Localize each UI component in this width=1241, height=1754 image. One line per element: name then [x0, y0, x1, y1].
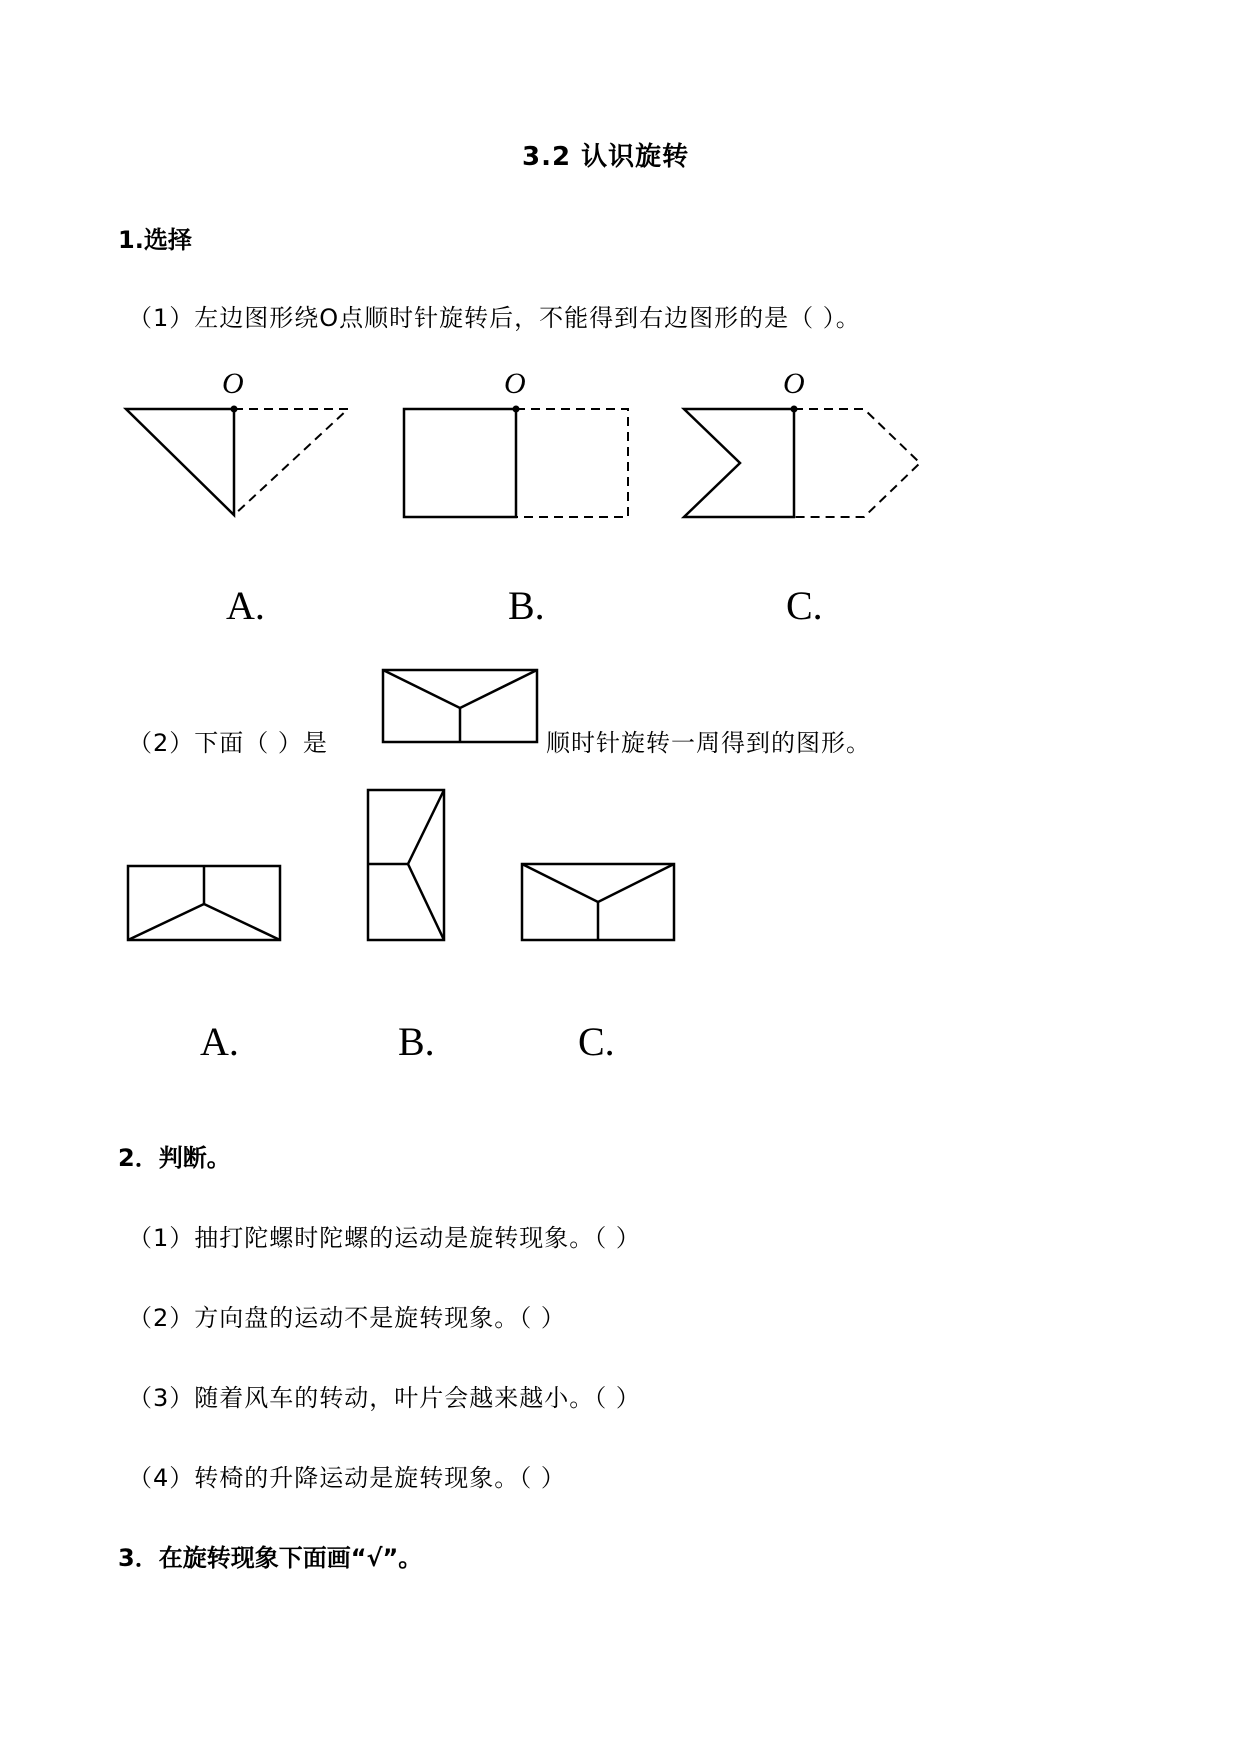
judge-item-4: （4）转椅的升降运动是旋转现象。（ ） [128, 1464, 566, 1492]
q1-option-c-label: C. [786, 583, 823, 628]
section-2-heading: 2．判断。 [118, 1144, 231, 1172]
judge-item-3: （3）随着风车的转动，叶片会越来越小。（ ） [128, 1384, 641, 1412]
solid-notched-shape [684, 409, 794, 517]
judge-item-1: （1）抽打陀螺时陀螺的运动是旋转现象。（ ） [128, 1224, 641, 1252]
point-o-label-a: O [222, 367, 244, 400]
q1-option-b-label: B. [508, 583, 545, 628]
q2-option-c-label: C. [578, 1019, 615, 1064]
solid-square [404, 409, 516, 517]
center-point [513, 406, 520, 413]
center-point [231, 406, 238, 413]
q2-option-a-label: A. [200, 1019, 239, 1064]
q1-figure-c [680, 400, 960, 530]
q2-reference-figure [381, 668, 541, 744]
point-o-label-c: O [783, 367, 805, 400]
q2-option-b-label: B. [398, 1019, 435, 1064]
point-o-label-b: O [504, 367, 526, 400]
dashed-square [516, 409, 628, 517]
section-3-heading: 3．在旋转现象下面画“√”。 [118, 1544, 423, 1572]
q1-option-a-label: A. [226, 583, 265, 628]
envelope-flap [383, 670, 537, 708]
envelope-flap [522, 864, 674, 902]
page-title: 3.2 认识旋转 [522, 142, 690, 172]
section-1-heading: 1.选择 [118, 226, 192, 254]
center-point [791, 406, 798, 413]
q1-figure-b [400, 400, 640, 530]
question-2-text-after: 顺时针旋转一周得到的图形。 [546, 729, 871, 757]
solid-triangle [126, 409, 234, 515]
envelope-flap [408, 790, 444, 940]
q2-figure-c [520, 862, 676, 942]
q2-figure-b [366, 788, 446, 942]
q1-figure-a [120, 400, 360, 550]
question-2-text-before: （2）下面（ ）是 [128, 729, 328, 757]
question-1-text: （1）左边图形绕O点顺时针旋转后，不能得到右边图形的是（ ）。 [128, 304, 861, 332]
q2-figure-a [126, 864, 282, 942]
judge-item-2: （2）方向盘的运动不是旋转现象。（ ） [128, 1304, 566, 1332]
envelope-flap [128, 904, 280, 940]
dashed-arrow-shape [794, 409, 920, 517]
dashed-triangle [234, 409, 348, 515]
